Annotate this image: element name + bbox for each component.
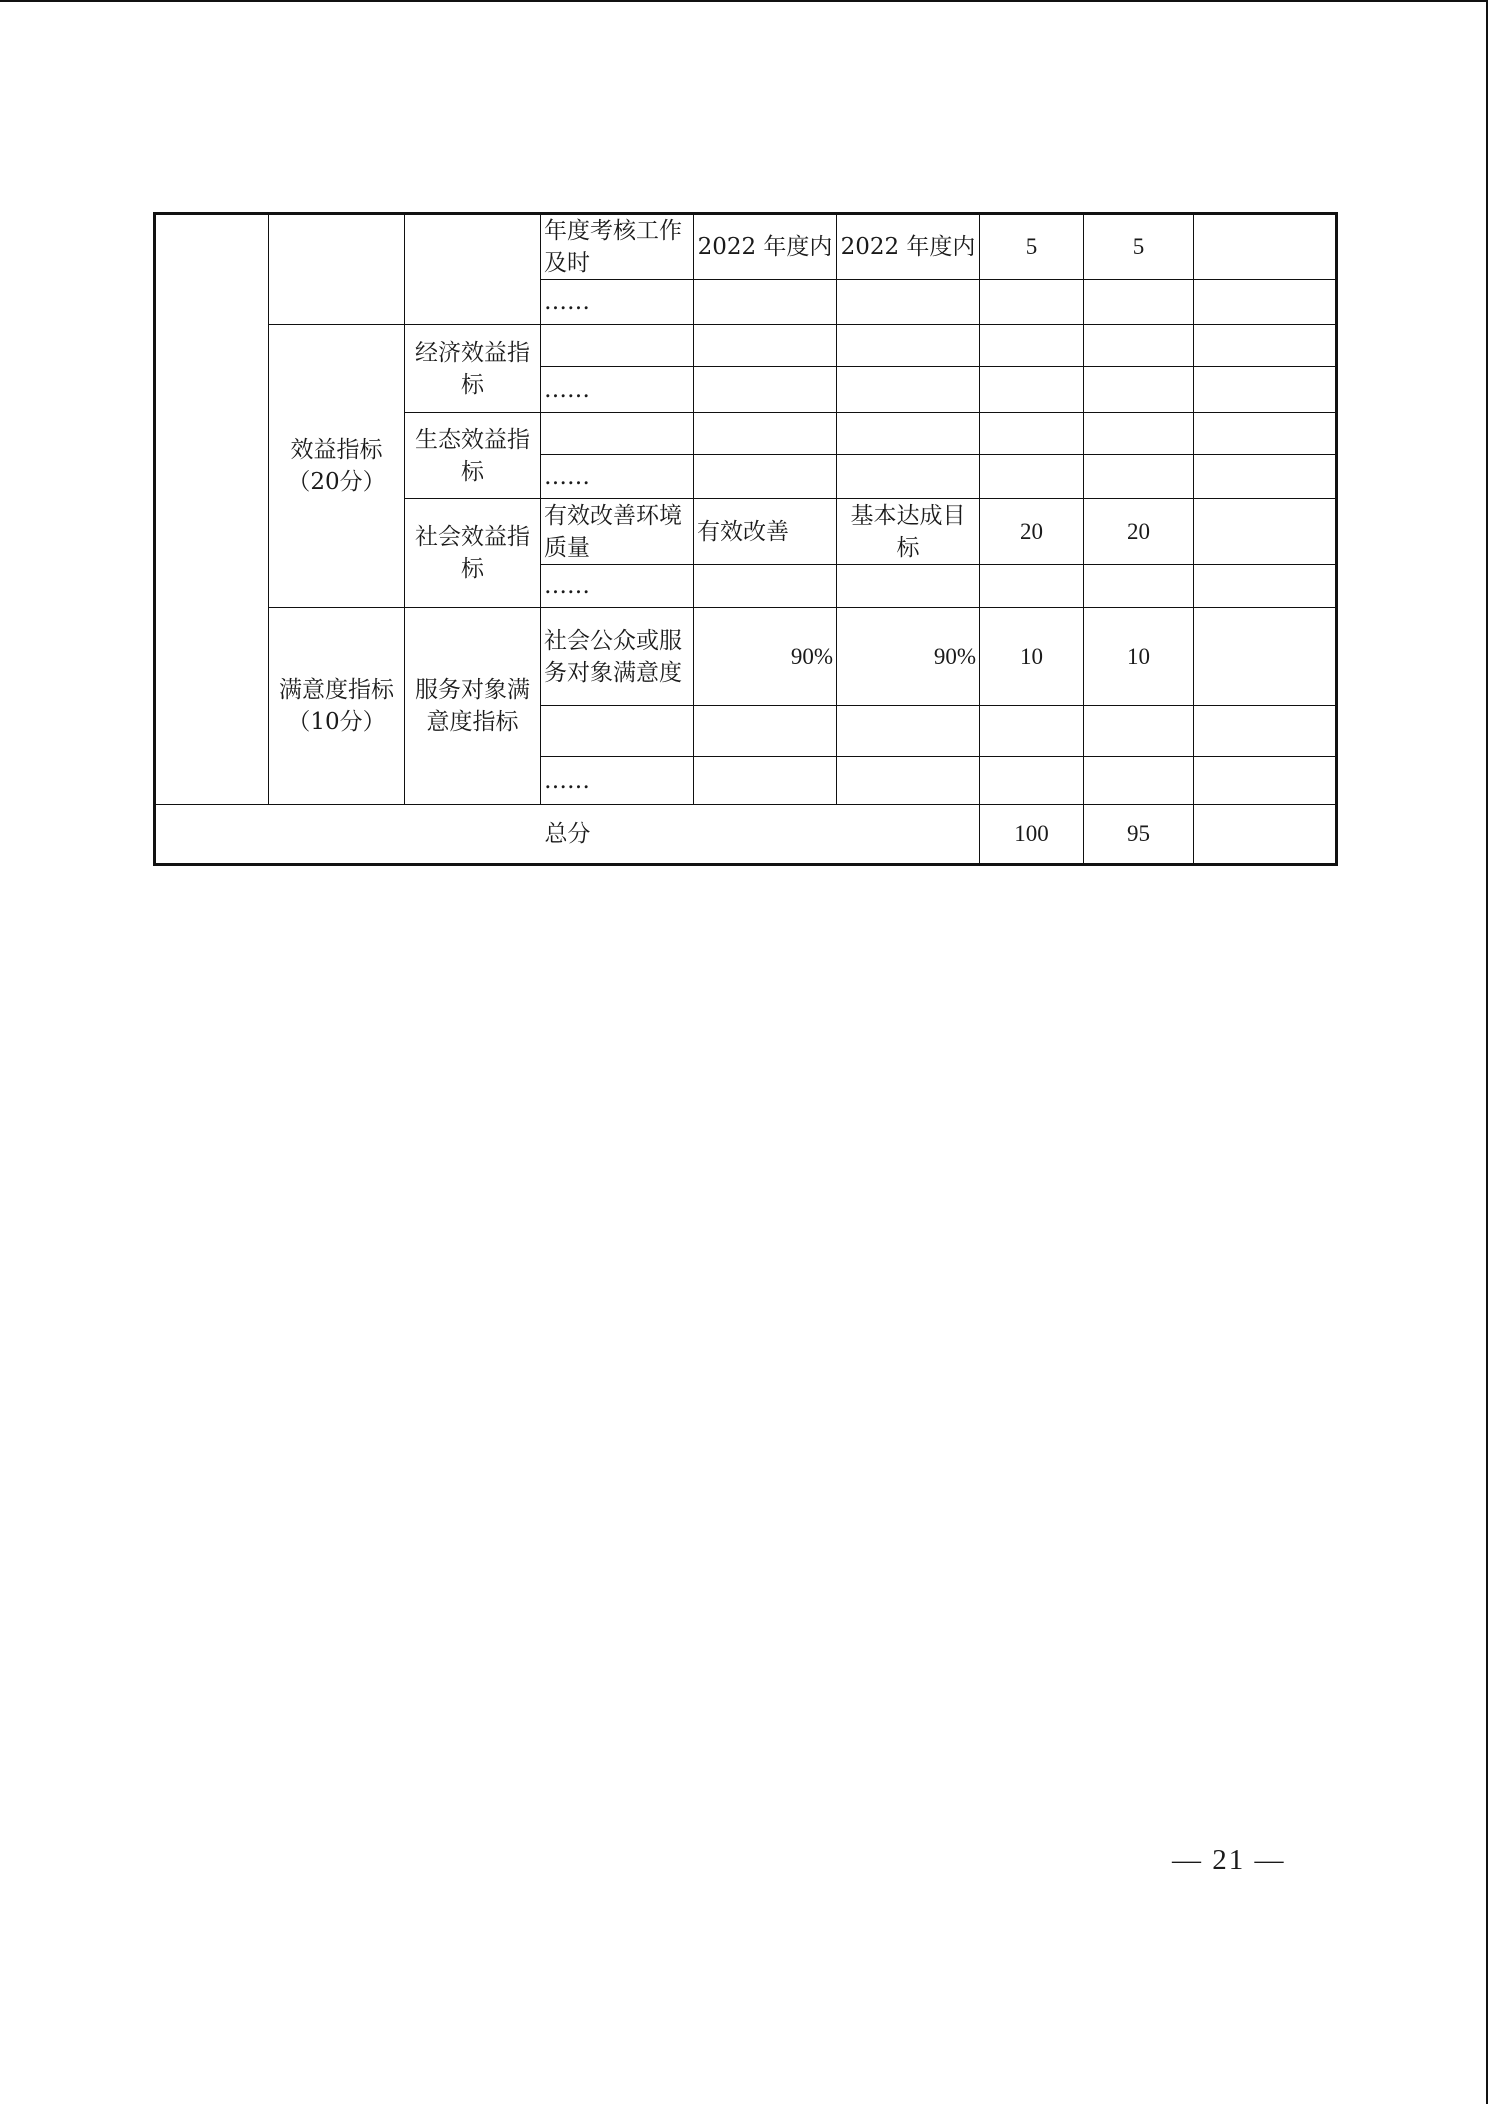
score-cell: 20 [1084,499,1194,565]
benefit-group-points: （20分） [287,469,386,495]
service-satisfaction-label: 服务对象满意度指标 [405,608,541,805]
actual-cell: 基本达成目标 [837,499,980,565]
table-row [155,608,1337,706]
note-cell [1194,608,1337,706]
target-cell: 2022 年度内 [694,214,837,280]
satisfaction-group-cell [269,608,405,805]
total-score: 95 [1084,805,1194,865]
table-row [155,325,1337,367]
total-weight: 100 [980,805,1084,865]
category-cell-blank [155,214,269,805]
note-cell [1194,214,1337,280]
actual-cell: 2022 年度内 [837,214,980,280]
ecological-benefit-label: 生态效益指标 [405,413,541,499]
page-number: — 21 — [1172,1844,1286,1876]
ellipsis-cell: …… [541,565,694,608]
indicator-cell: 年度考核工作及时 [541,214,694,280]
indicator-cell: 有效改善环境质量 [541,499,694,565]
score-cell: 10 [1084,608,1194,706]
total-label: 总分 [155,805,980,865]
note-cell [1194,499,1337,565]
economic-benefit-label: 经济效益指标 [405,325,541,413]
benefit-group-cell [269,325,405,608]
table-row [155,214,1337,280]
satisfaction-group-points: （10分） [287,709,386,735]
ellipsis-cell: …… [541,455,694,499]
indicator-cell: 社会公众或服务对象满意度 [541,608,694,706]
ellipsis-cell: …… [541,280,694,325]
ellipsis-cell: …… [541,757,694,805]
total-note [1194,805,1337,865]
performance-evaluation-table [153,212,1338,866]
target-cell: 90% [694,608,837,706]
social-benefit-label: 社会效益指标 [405,499,541,608]
target-cell: 有效改善 [694,499,837,565]
total-row [155,805,1337,865]
weight-cell: 10 [980,608,1084,706]
satisfaction-group-label: 满意度指标 [279,677,394,703]
ellipsis-cell: …… [541,367,694,413]
actual-cell: 90% [837,608,980,706]
weight-cell: 20 [980,499,1084,565]
page-top-border [0,0,1488,2]
level1-cell-blank [269,214,405,325]
score-cell: 5 [1084,214,1194,280]
benefit-group-label: 效益指标 [290,437,383,463]
level2-cell-blank [405,214,541,325]
weight-cell: 5 [980,214,1084,280]
